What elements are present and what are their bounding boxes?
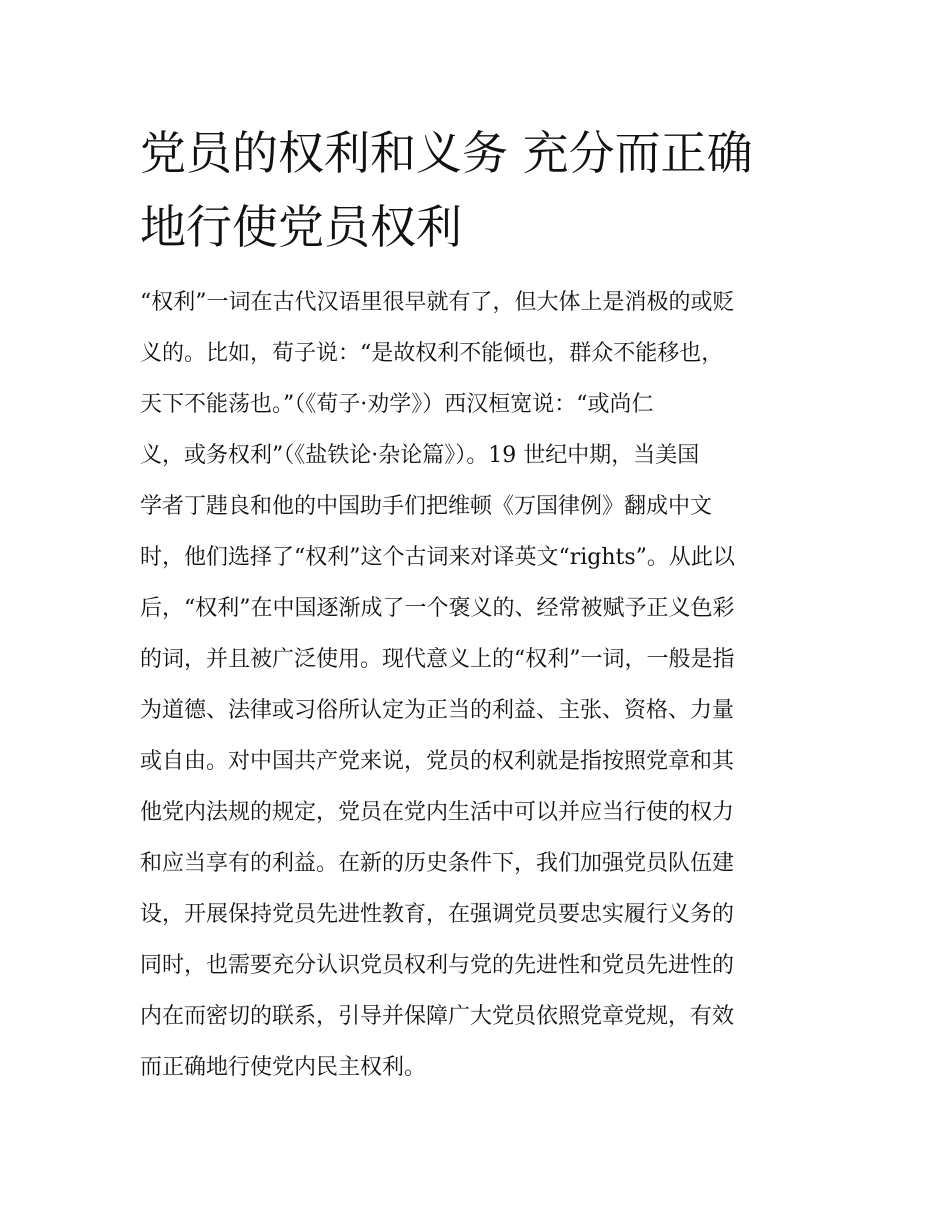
paragraph-line: 义，或务权利”（《盐铁论·杂论篇》）。19 世纪中期，当美国 xyxy=(140,443,700,468)
paragraph-line: 他党内法规的规定，党员在党内生活中可以并应当行使的权力 xyxy=(140,800,735,825)
paragraph-line: 后，“权利”在中国逐渐成了一个褒义的、经常被赋予正义色彩 xyxy=(140,596,735,621)
document-title xyxy=(140,116,820,264)
body-paragraph xyxy=(140,277,820,1093)
paragraph-line: 天下不能荡也。”（《荀子·劝学》）西汉桓宽说：“或尚仁 xyxy=(140,392,654,417)
paragraph-line: 时，他们选择了“权利”这个古词来对译英文“rights”。从此以 xyxy=(140,545,735,570)
paragraph-line: 的词，并且被广泛使用。现代意义上的“权利”一词，一般是指 xyxy=(140,647,735,672)
paragraph-line: 学者丁韪良和他的中国助手们把维顿《万国律例》翻成中文 xyxy=(140,494,713,519)
paragraph-line: 为道德、法律或习俗所认定为正当的利益、主张、资格、力量 xyxy=(140,698,735,723)
paragraph-line: 或自由。对中国共产党来说，党员的权利就是指按照党章和其 xyxy=(140,749,735,774)
paragraph-line: 同时，也需要充分认识党员权利与党的先进性和党员先进性的 xyxy=(140,953,735,978)
paragraph-line: 而正确地行使党内民主权利。 xyxy=(140,1055,427,1080)
paragraph-line: 和应当享有的利益。在新的历史条件下，我们加强党员队伍建 xyxy=(140,851,735,876)
paragraph-line: 设，开展保持党员先进性教育，在强调党员要忠实履行义务的 xyxy=(140,902,735,927)
paragraph-line: 义的。比如，荀子说：“是故权利不能倾也，群众不能移也， xyxy=(140,341,724,366)
paragraph-line: 内在而密切的联系，引导并保障广大党员依照党章党规，有效 xyxy=(140,1004,735,1029)
title-line: 地行使党员权利 xyxy=(140,200,462,254)
paragraph-line: “权利”一词在古代汉语里很早就有了，但大体上是消极的或贬 xyxy=(140,290,735,315)
title-line: 党员的权利和义务 充分而正确 xyxy=(140,126,753,180)
